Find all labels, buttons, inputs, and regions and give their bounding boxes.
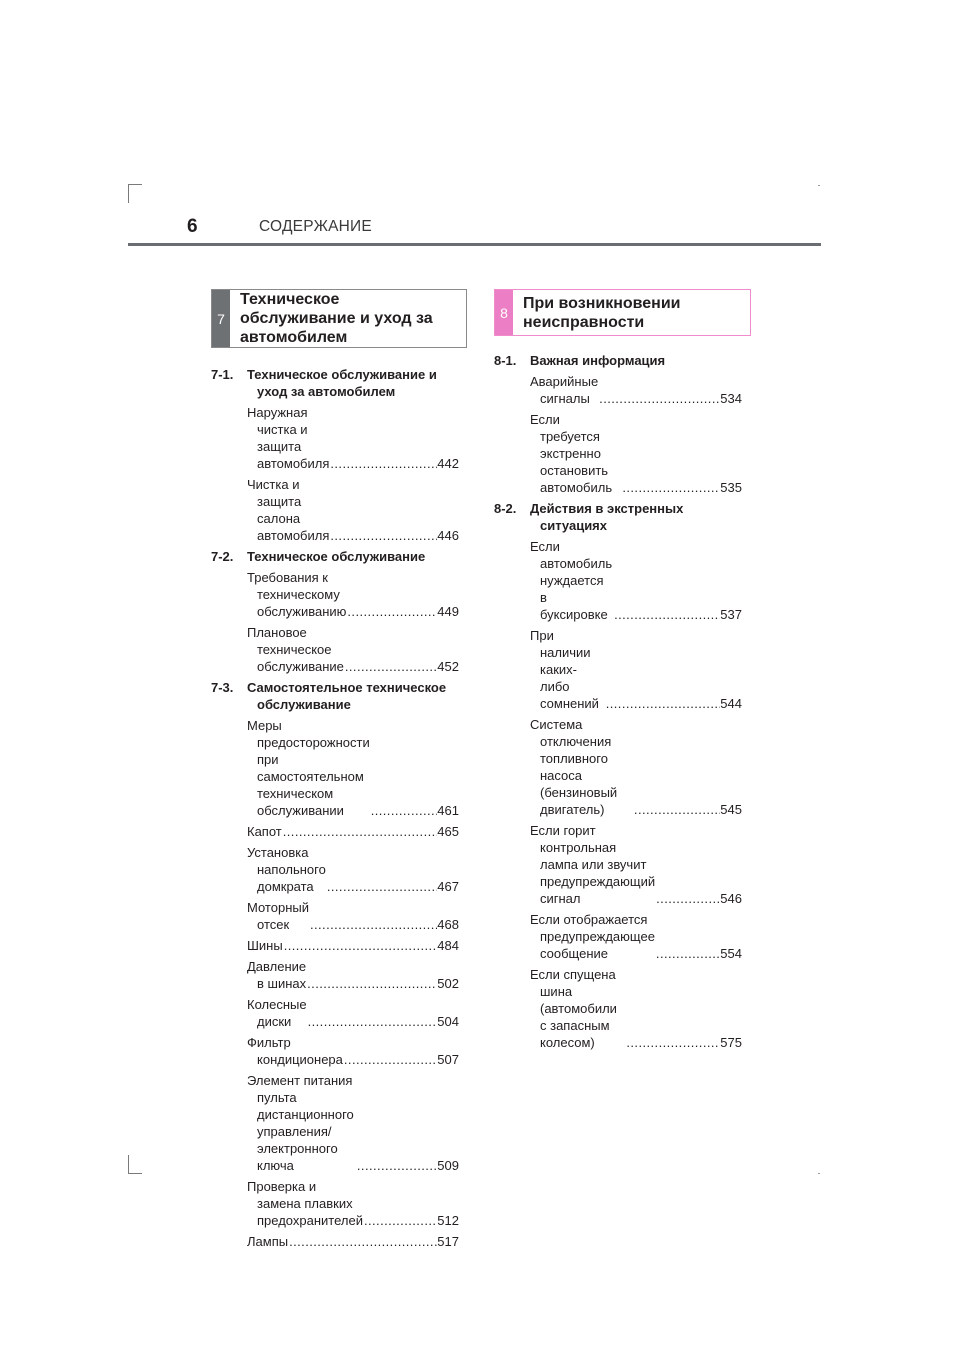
group-heading[interactable] (211, 679, 459, 713)
dot-leader (370, 802, 438, 819)
entry-title: Элемент питания пульта дистанционного управления/электронного ключа (247, 1073, 354, 1173)
group-number: 7-3. (211, 680, 234, 695)
toc-entry[interactable] (211, 937, 459, 954)
group-number: 8-1. (494, 353, 517, 368)
dot-leader (309, 916, 437, 933)
section-7-toc (211, 366, 459, 1254)
entry-page: 575 (720, 1035, 742, 1050)
entry-page: 502 (437, 976, 459, 991)
entry-page: 507 (437, 1052, 459, 1067)
entry-title: Моторный отсек (247, 900, 309, 932)
toc-entry[interactable] (494, 716, 742, 818)
entry-page: 544 (720, 696, 742, 711)
crop-mark-bottom-right (818, 1173, 820, 1174)
entry-title: Плановое техническое обслуживание (247, 625, 344, 674)
dot-leader (621, 479, 720, 496)
entry-page: 452 (437, 659, 459, 674)
section-8-title: При возникновении неисправности (523, 294, 681, 331)
group-title: Важная информация (530, 353, 666, 368)
entry-page: 449 (437, 604, 459, 619)
running-title: СОДЕРЖАНИЕ (259, 218, 372, 235)
page-number: 6 (187, 216, 198, 237)
dot-leader (288, 1233, 437, 1250)
group-number: 7-1. (211, 367, 234, 382)
entry-page: 509 (437, 1158, 459, 1173)
toc-entry[interactable] (494, 627, 742, 712)
toc-entry[interactable] (211, 844, 459, 895)
group-title: Техническое обслуживание (247, 549, 426, 564)
dot-leader (329, 455, 437, 472)
toc-group-8-2 (494, 500, 742, 1051)
entry-title: Колесные диски (247, 997, 307, 1029)
entry-title: Если автомобиль нуждается в буксировке (530, 539, 613, 622)
entry-title: Лампы (247, 1234, 289, 1249)
toc-entry[interactable] (211, 404, 459, 472)
group-heading[interactable] (494, 352, 742, 369)
crop-mark-bottom-left-horizontal (128, 1173, 142, 1174)
dot-leader (598, 390, 720, 407)
entry-page: 504 (437, 1014, 459, 1029)
toc-entry[interactable] (494, 911, 742, 962)
toc-entry[interactable] (494, 822, 742, 907)
entry-title: Аварийные сигналы (530, 374, 599, 406)
entry-title: Если спущена шина (автомобили с запасным колесом) (530, 967, 617, 1050)
entry-title: При наличии каких-либо сомнений (530, 628, 599, 711)
entry-page: 517 (437, 1234, 459, 1249)
entry-page: 535 (720, 480, 742, 495)
dot-leader (605, 695, 721, 712)
dot-leader (363, 1212, 437, 1229)
entry-title: Чистка и защита салона автомобиля (247, 477, 330, 543)
dot-leader (307, 1013, 438, 1030)
entry-page: 468 (437, 917, 459, 932)
toc-entry[interactable] (211, 1178, 459, 1229)
entry-title: Шины (247, 938, 283, 953)
entry-page: 512 (437, 1213, 459, 1228)
group-title: Действия в экстренных ситуациях (530, 501, 684, 533)
header-rule (128, 243, 821, 246)
entry-title: Требования к техническому обслуживанию (247, 570, 347, 619)
entry-title: Фильтр кондиционера (247, 1035, 343, 1067)
toc-entry[interactable] (494, 373, 742, 407)
dot-leader (633, 801, 720, 818)
entry-title: Давление в шинах (247, 959, 307, 991)
entry-page: 446 (437, 528, 459, 543)
group-title: Техническое обслуживание и уход за автомобилем (247, 367, 437, 399)
entry-page: 546 (720, 891, 742, 906)
group-heading[interactable] (494, 500, 742, 534)
toc-entry[interactable] (211, 1233, 459, 1250)
dot-leader (344, 658, 437, 675)
toc-entry[interactable] (211, 624, 459, 675)
toc-entry[interactable] (211, 996, 459, 1030)
entry-title: Проверка и замена плавких предохранителей (247, 1179, 363, 1228)
toc-entry[interactable] (494, 411, 742, 496)
entry-title: Установка напольного домкрата (247, 845, 326, 894)
entry-page: 465 (437, 824, 459, 839)
dot-leader (346, 603, 437, 620)
toc-entry[interactable] (211, 569, 459, 620)
entry-page: 484 (437, 938, 459, 953)
crop-mark-top-right (818, 185, 820, 186)
entry-title: Капот (247, 824, 282, 839)
dot-leader (613, 606, 720, 623)
group-heading[interactable] (211, 366, 459, 400)
toc-group-7-2 (211, 548, 459, 675)
section-7-tab: 7 (212, 290, 230, 347)
entry-title: Меры предосторожности при самостоятельном техническом обслуживании (247, 718, 370, 818)
toc-entry[interactable] (211, 1072, 459, 1174)
section-7-title: Техническое обслуживание и уход за автомобилем (240, 291, 433, 346)
entry-title: Если требуется экстренно остановить автомобиль (530, 412, 613, 495)
entry-page: 537 (720, 607, 742, 622)
toc-group-7-3 (211, 679, 459, 1250)
group-title: Самостоятельное техническое обслуживание (247, 680, 447, 712)
crop-mark-top-left-vertical (128, 184, 129, 203)
crop-mark-bottom-left-vertical (128, 1155, 129, 1174)
entry-title: Если горит контрольная лампа или звучит предупреждающий сигнал (530, 823, 656, 906)
toc-entry[interactable] (211, 1034, 459, 1068)
entry-page: 442 (437, 456, 459, 471)
entry-page: 554 (720, 946, 742, 961)
toc-entry[interactable] (211, 717, 459, 819)
entry-title: Если отображается предупреждающее сообщение (530, 912, 655, 961)
dot-leader (282, 823, 438, 840)
group-number: 8-2. (494, 501, 517, 516)
entry-page: 461 (437, 803, 459, 818)
crop-mark-top-left-horizontal (128, 184, 142, 185)
dot-leader (356, 1157, 437, 1174)
toc-entry[interactable] (211, 823, 459, 840)
entry-page: 534 (720, 391, 742, 406)
toc-entry[interactable] (211, 958, 459, 992)
toc-entry[interactable] (494, 966, 742, 1051)
dot-leader (326, 878, 437, 895)
entry-title: Наружная чистка и защита автомобиля (247, 405, 330, 471)
entry-page: 467 (437, 879, 459, 894)
section-8-toc (494, 352, 742, 1055)
dot-leader (655, 890, 720, 907)
toc-group-7-1 (211, 366, 459, 544)
dot-leader (329, 527, 437, 544)
toc-entry[interactable] (494, 538, 742, 623)
dot-leader (343, 1051, 437, 1068)
toc-entry[interactable] (211, 476, 459, 544)
entry-title: Система отключения топливного насоса (бензиновый двигатель) (530, 717, 618, 817)
dot-leader (283, 937, 438, 954)
group-number: 7-2. (211, 549, 234, 564)
toc-entry[interactable] (211, 899, 459, 933)
entry-page: 545 (720, 802, 742, 817)
group-heading[interactable] (211, 548, 459, 565)
dot-leader (625, 1034, 720, 1051)
dot-leader (306, 975, 437, 992)
section-8-tab: 8 (495, 290, 513, 335)
section-8-header (494, 289, 751, 336)
toc-group-8-1 (494, 352, 742, 496)
section-7-header (211, 289, 467, 348)
dot-leader (655, 945, 720, 962)
